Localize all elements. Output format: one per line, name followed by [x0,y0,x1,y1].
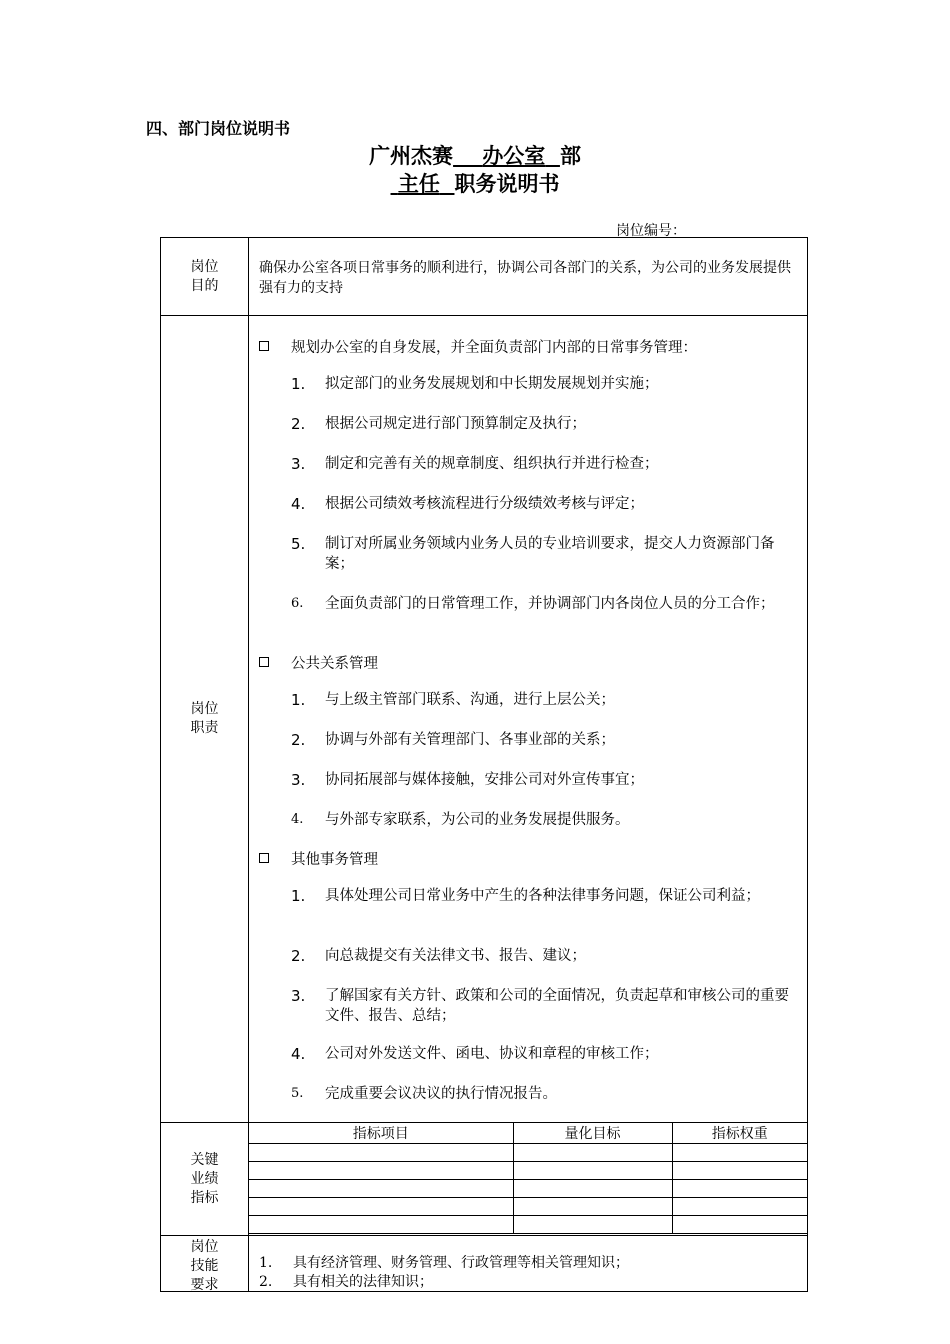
item-text: 具有经济管理、财务管理、行政管理等相关管理知识； [293,1255,629,1271]
item-text: 完成重要会议决议的执行情况报告。 [325,1086,557,1102]
item-number: 4. [291,1045,306,1063]
duties-label-l1: 岗位 [190,701,219,717]
duty-item [291,454,793,474]
item-text: 公司对外发送文件、函电、协议和章程的审核工作； [325,1046,659,1062]
position-name: 主任 [397,172,440,196]
kpi-label-l3: 指标 [190,1189,219,1206]
duty-group-title: 公共关系管理 [291,656,378,672]
item-text: 具体处理公司日常业务中产生的各种法律事务问题，保证公司利益； [325,888,760,904]
skills-label-l3: 要求 [190,1277,219,1292]
dept-pad-left [453,144,482,168]
kpi-empty-cell[interactable] [249,1162,513,1180]
duty-item [291,594,793,614]
kpi-empty-cell[interactable] [672,1198,807,1216]
duties-cell [249,316,807,1122]
dept-pad-right [545,144,560,168]
duty-item [291,730,793,750]
item-number: 2. [291,947,306,965]
duty-item [291,374,793,394]
kpi-header-target: 量化目标 [513,1123,672,1144]
item-number: 3. [291,771,306,789]
duty-group-3 [259,848,378,869]
duties-label-l2: 职责 [190,720,219,736]
duty-item [291,886,793,906]
purpose-text: 确保办公室各项日常事务的顺利进行，协调公司各部门的关系，为公司的业务发展提供强有力的支持 [259,260,791,296]
kpi-label-l1: 关键 [190,1151,219,1168]
item-number: 5. [291,1086,304,1101]
kpi-row [161,1123,807,1236]
item-number: 1. [259,1255,273,1271]
duty-item [291,1044,793,1064]
duty-item [291,534,793,574]
department-name: 办公室 [482,144,546,168]
kpi-empty-cell[interactable] [249,1198,513,1216]
duty-item [291,1084,793,1104]
item-number: 2. [291,731,306,749]
item-text: 全面负责部门的日常管理工作，并协调部门内各岗位人员的分工合作； [325,596,775,612]
duty-item [291,494,793,514]
duty-group-1 [259,336,697,357]
item-number: 4. [291,495,306,513]
item-number: 1. [291,887,306,905]
purpose-label [161,238,249,315]
item-text: 与上级主管部门联系、沟通，进行上层公关； [325,692,615,708]
section-heading: 四、部门岗位说明书 [146,119,291,138]
item-text: 协同拓展部与媒体接触，安排公司对外宣传事宜； [325,772,644,788]
duty-group-2 [259,652,378,673]
kpi-empty-cell[interactable] [513,1198,672,1216]
item-number: 4. [291,812,304,827]
doc-name: 职务说明书 [454,172,560,196]
purpose-cell [249,238,807,315]
kpi-header-indicator: 指标项目 [249,1123,513,1144]
kpi-empty-cell[interactable] [513,1180,672,1198]
purpose-label-l1: 岗位 [190,258,219,275]
kpi-header-row [249,1123,807,1144]
item-number: 5. [291,535,306,553]
kpi-empty-cell[interactable] [672,1180,807,1198]
kpi-cell [249,1123,807,1235]
item-number: 1. [291,691,306,709]
item-number: 3. [291,455,306,473]
kpi-empty-row [249,1216,807,1234]
pos-pad-right [440,172,455,196]
kpi-empty-cell[interactable] [249,1180,513,1198]
checkbox-bullet-icon [259,657,269,667]
item-text: 与外部专家联系，为公司的业务发展提供服务。 [325,812,630,828]
skills-cell [249,1236,807,1292]
kpi-empty-cell[interactable] [513,1144,672,1162]
company-name: 广州杰赛 [369,144,454,168]
duty-group-title: 其他事务管理 [291,852,378,868]
doc-title-line1 [0,140,950,170]
kpi-empty-row [249,1198,807,1216]
item-text: 拟定部门的业务发展规划和中长期发展规划并实施； [325,376,659,392]
kpi-empty-row [249,1162,807,1180]
doc-title-line2 [0,168,950,198]
kpi-empty-cell[interactable] [249,1144,513,1162]
item-text: 根据公司规定进行部门预算制定及执行； [325,416,586,432]
job-description-table [160,237,808,1292]
kpi-header-weight: 指标权重 [672,1123,807,1144]
skill-item [259,1254,629,1273]
item-number: 2. [259,1274,273,1290]
skills-label [161,1236,249,1292]
skills-row [161,1236,807,1292]
position-number-label: 岗位编号： [616,223,686,239]
duty-group-title: 规划办公室的自身发展，并全面负责部门内部的日常事务管理： [291,340,697,356]
item-number: 2. [291,415,306,433]
kpi-empty-cell[interactable] [513,1162,672,1180]
kpi-empty-cell[interactable] [672,1216,807,1234]
kpi-empty-cell[interactable] [672,1162,807,1180]
item-text: 根据公司绩效考核流程进行分级绩效考核与评定； [325,496,644,512]
kpi-empty-row [249,1180,807,1198]
duties-row [161,316,807,1123]
item-number: 1. [291,375,306,393]
duty-item [291,986,793,1026]
kpi-empty-cell[interactable] [249,1216,513,1234]
duty-item [291,770,793,790]
skill-item [259,1273,629,1292]
pos-pad-left [391,172,398,196]
item-text: 协调与外部有关管理部门、各事业部的关系； [325,732,615,748]
item-text: 向总裁提交有关法律文书、报告、建议； [325,948,586,964]
skills-label-l2: 技能 [190,1258,219,1274]
kpi-empty-row [249,1144,807,1162]
item-text: 了解国家有关方针、政策和公司的全面情况，负责起草和审核公司的重要文件、报告、总结； [325,988,789,1024]
duty-item [291,810,793,830]
checkbox-bullet-icon [259,853,269,863]
item-text: 制定和完善有关的规章制度、组织执行并进行检查； [325,456,659,472]
checkbox-bullet-icon [259,341,269,351]
kpi-table [249,1123,807,1234]
purpose-label-l2: 目的 [190,277,219,294]
item-text: 具有相关的法律知识； [293,1274,433,1290]
item-number: 6. [291,596,304,611]
duty-item [291,690,793,710]
kpi-label-l2: 业绩 [190,1170,219,1187]
skills-label-l1: 岗位 [190,1239,219,1255]
item-number: 3. [291,987,306,1005]
item-text: 制订对所属业务领域内业务人员的专业培训要求，提交人力资源部门备案； [325,536,775,572]
dept-suffix: 部 [559,144,581,168]
duty-item [291,414,793,434]
skills-list [259,1254,629,1292]
kpi-label [161,1123,249,1235]
kpi-empty-cell[interactable] [513,1216,672,1234]
duty-item [291,946,793,966]
duties-label [161,316,249,1122]
kpi-empty-cell[interactable] [672,1144,807,1162]
purpose-row [161,238,807,316]
